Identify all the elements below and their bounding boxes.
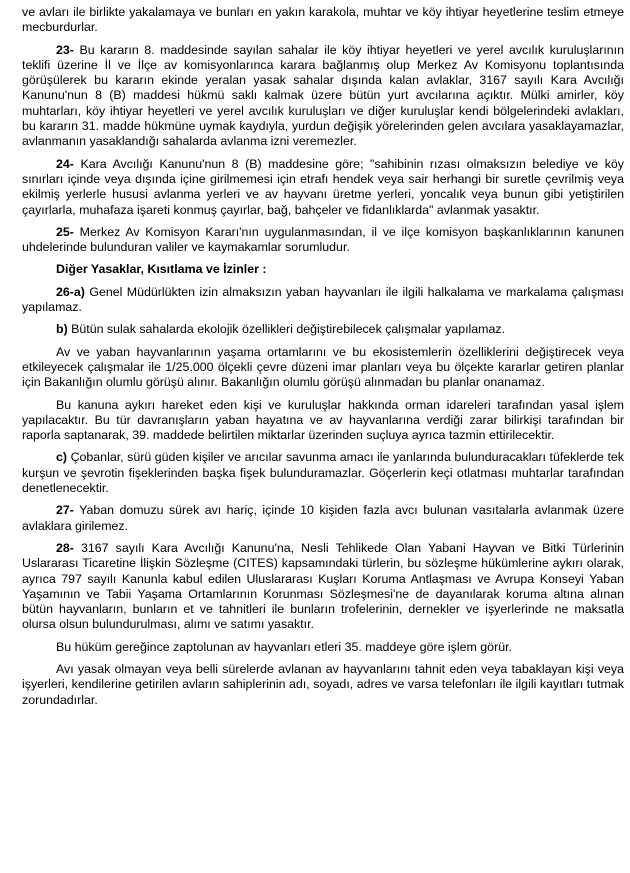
paragraph-text: Yaban domuzu sürek avı hariç, içinde 10 kişiden fazla avcı bulunan vasıtalarla avlanmak üzere avlaklara girilemez. [22,503,624,533]
paragraph-taxidermy-records [22,662,624,708]
paragraph-text: Genel Müdürlükten izin almaksızın yaban hayvanları ile ilgili halkalama ve markalama çalışması yapılamaz. [22,284,624,315]
section-heading: Diğer Yasaklar, Kısıtlama ve İzinler : [56,262,267,277]
article-number: 27- [56,503,74,518]
article-number: 28- [56,540,74,555]
paragraph-text: Av ve yaban hayvanlarının yaşama ortamlarını ve bu ekosistemlerin özelliklerini değiştirecek veya etkileyecek çalışmalar ile 1/25.000 ölçekli çevre düzeni imar planları veya bu ölçekte kararlar getiren planlar için Bakanlığın olumlu görüşü alınır. Bakanlığın olumlu görüşü alınmadan bu planlar onanamaz. [22,344,624,390]
article-25 [22,225,624,256]
article-number: 24- [56,156,74,171]
article-26a [22,285,624,316]
article-number: 26-a) [56,284,85,299]
article-number: 25- [56,224,74,239]
paragraph-continuation [22,5,624,36]
article-26b [22,322,624,337]
article-23 [22,43,624,150]
article-27 [22,503,624,534]
article-28 [22,541,624,633]
paragraph-text: Bu kararın 8. maddesinde sayılan sahalar ile köy ihtiyar heyetleri ve yerel avcılık kuruluşlarının teklifi üzerine İl ve İlçe av komisyonlarınca karara bağlanmış olup Merkez Av Komisyonu toplantısında görüşülerek bu kararın ekinde yeralan yasak sahalar dışında kalan avlaklar, 3167 sayılı Kara Avcılığı Kanunu'nun 8 (B) maddesi hükmü saklı kalmak üzere bütün yurt avcılarına açıktır. Mülki amirler, köy muhtarları, köy ihtiyar heyetleri ve yerel avcılık kuruluşları ve diğer kuruluşlar kendi bölgelerindeki avlakları, bu kararın 31. madde hükmüne uymak kaydıyla, yurdun değişik yörelerinden gelen avcılara yasaklayamazlar, avlanmanın yasaklandığı sahalarda avlanma izni veremezler. [22,42,624,149]
paragraph-text: 3167 sayılı Kara Avcılığı Kanunu'na, Nesli Tehlikede Olan Yabani Hayvan ve Bitki Türlerinin Uslararası Ticaretine İlişkin Sözleşme (CITES) kapsamındaki türlerin, bu sözleşme hükümlerine aykırı olarak, ayrıca 797 sayılı Kanunla kabul edilen Uluslararası Kuşları Koruma Antlaşması ve Avrupa Konseyi Yaban Yaşamının ve Tabii Yaşama Ortamlarının Korunması Sözleşmesi'ne de dayanılarak koruma altına alınan bütün hayvanların, bunların et ve tahnitleri ile bunların trofelerinin, dernekler ve işyerlerinde ne maksatla olursa olsun bulundurulması, alımı ve satımı yasaktır. [22,540,624,632]
paragraph-seized-meat [22,640,624,655]
paragraph-text: Avı yasak olmayan veya belli sürelerde avlanan av hayvanlarını tahnit eden veya tabaklayan kişi veya işyerleri, kendilerine getirilen avların sahiplerinin adı, soyadı, adres ve varsa telefonları ile ilgili kayıtları tutmak zorundadırlar. [22,661,624,707]
paragraph-ecosystem [22,345,624,391]
article-number: 23- [56,42,74,57]
paragraph-text: Kara Avcılığı Kanunu'nun 8 (B) maddesine göre; "sahibinin rızası olmaksızın belediye ve köy sınırları içinde veya dışında içine girilmemesi için etrafı hendek veya sair herhangi bir suretle çevrilmiş veya ekilmiş yerlerle hususi avlanma yerleri ve av hayvanı üretme yerleri, yoncalık veya bunun gibi yetiştirilen çayırlarla, muhafaza işareti konmuş çayırlar, bağ, bahçeler ve fidanlıklarda" avlanmak yasaktır. [22,156,624,217]
paragraph-legal-action [22,398,624,444]
paragraph-text: Bu kanuna aykırı hareket eden kişi ve kuruluşlar hakkında orman idareleri tarafından yasal işlem yapılacaktır. Bu tür davranışların yaban hayatına ve av hayvanlarına verdiği zarar bilirkişi tarafından bir raporla saptanarak, 39. maddede belirtilen miktarlar üzerinden suçluya ayrıca tazmin ettirilecektir. [22,397,624,443]
paragraph-text: Bu hüküm gereğince zaptolunan av hayvanları etleri 35. maddeye göre işlem görür. [56,639,512,654]
paragraph-text: Bütün sulak sahalarda ekolojik özellikleri değiştirebilecek çalışmalar yapılamaz. [67,322,506,337]
paragraph-text: Çobanlar, sürü güden kişiler ve arıcılar savunma amacı ile yanlarında bulunduracakları tüfeklerde tek kurşun ve şevrotin fişeklerinden başka fişek bulunduramazlar. Göçerlerin keçi otlatması muhtarlar tarafından denetlenecektir. [22,450,624,496]
paragraph-text: ve avları ile birlikte yakalamaya ve bunları en yakın karakola, muhtar ve köy ihtiyar heyetlerine teslim etmeye mecburdurlar. [22,5,624,35]
article-number: b) [56,322,68,337]
article-26c [22,450,624,496]
article-24 [22,157,624,218]
paragraph-text: Merkez Av Komisyon Kararı'nın uygulanmasından, il ve ilçe komisyon başkanlıklarının kanunen uhdelerinde bulunduran valiler ve kaymakamlar sorumludur. [22,224,624,255]
article-number: c) [56,450,68,465]
